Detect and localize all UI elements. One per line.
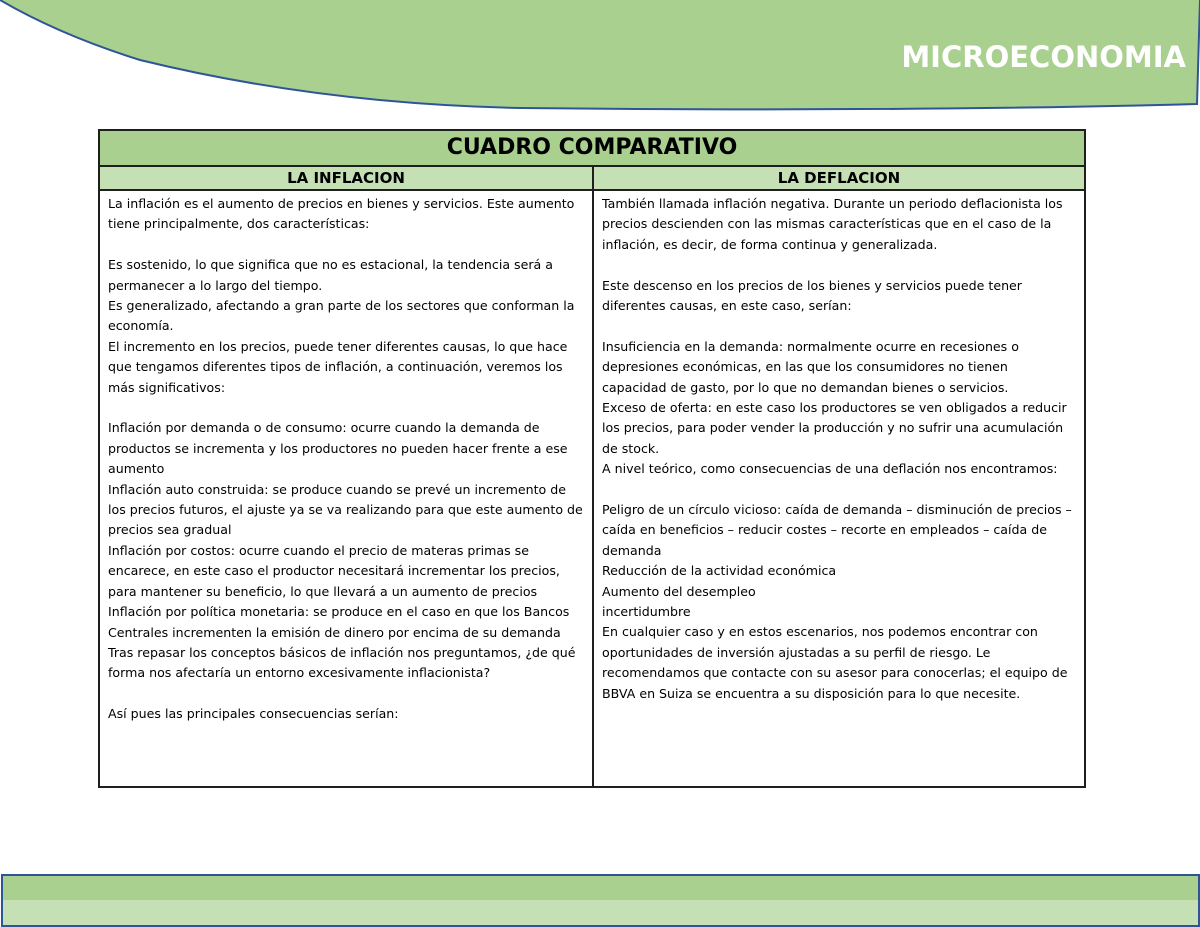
column-body-inflacion	[99, 190, 593, 787]
paragraph: Tras repasar los conceptos básicos de inflación nos preguntamos, ¿de qué forma nos afectaría un entorno excesivamente inflacionista?	[108, 644, 576, 681]
paragraph-gap	[602, 480, 1076, 500]
paragraph: Aumento del desempleo	[602, 583, 756, 599]
paragraph: A nivel teórico, como consecuencias de una deflación nos encontramos:	[602, 461, 1058, 477]
paragraph-gap	[108, 684, 584, 704]
comparison-table	[98, 129, 1086, 788]
paragraph: Así pues las principales consecuencias serían:	[108, 706, 399, 722]
paragraph: Inflación por política monetaria: se produce en el caso en que los Bancos Centrales incrementen la emisión de dinero por encima de su demanda	[108, 604, 570, 640]
paragraph-gap	[602, 255, 1076, 275]
footer-bar-bottom	[1, 900, 1200, 927]
paragraph: Inflación auto construida: se produce cuando se prevé un incremento de los precios futuros, el ajuste ya se va realizando para que este aumento de precios sea gradual	[108, 481, 583, 538]
paragraph: Reducción de la actividad económica	[602, 563, 837, 579]
paragraph: Es sostenido, lo que significa que no es estacional, la tendencia será a permanecer a lo largo del tiempo.	[108, 257, 553, 293]
header-title: MICROECONOMIA	[901, 40, 1186, 74]
paragraph: En cualquier caso y en estos escenarios, nos podemos encontrar con oportunidades de inversión ajustadas a su perfil de riesgo. Le recomendamos que contacte con su asesor para conocerlas; el equipo de BBVA en Suiza se encuentra a su disposición para lo que necesite.	[602, 624, 1068, 701]
paragraph: Inflación por costos: ocurre cuando el precio de materas primas se encarece, en este caso el productor necesitará incrementar los precios, para mantener su beneficio, lo que llevará a un aumento de precios	[108, 542, 560, 599]
table-title: CUADRO COMPARATIVO	[99, 130, 1085, 166]
column-heading-deflacion: LA DEFLACION	[593, 166, 1085, 190]
column-heading-inflacion: LA INFLACION	[99, 166, 593, 190]
paragraph: Exceso de oferta: en este caso los productores se ven obligados a reducir los precios, para poder vender la producción y no sufrir una acumulación de stock.	[602, 400, 1067, 456]
paragraph: El incremento en los precios, puede tener diferentes causas, lo que hace que tengamos diferentes tipos de inflación, a continuación, veremos los más significativos:	[108, 338, 568, 395]
paragraph-gap	[602, 316, 1076, 336]
paragraph: Es generalizado, afectando a gran parte de los sectores que conforman la economía.	[108, 298, 575, 334]
column-body-deflacion	[593, 190, 1085, 787]
paragraph: También llamada inflación negativa. Durante un periodo deflacionista los precios descienden con las mismas características que en el caso de la inflación, es decir, de forma continua y generalizada.	[602, 196, 1063, 252]
paragraph-gap	[108, 235, 584, 255]
paragraph: incertidumbre	[602, 604, 691, 620]
paragraph: Insuficiencia en la demanda: normalmente ocurre en recesiones o depresiones económicas, en las que los consumidores no tienen capacidad de gasto, por lo que no demandan bienes o servicios.	[602, 338, 1019, 395]
paragraph-gap	[108, 398, 584, 418]
paragraph: Peligro de un círculo vicioso: caída de demanda – disminución de precios – caída en beneficios – reducir costes – recorte en empleados – caída de demanda	[602, 502, 1072, 558]
paragraph: Este descenso en los precios de los bienes y servicios puede tener diferentes causas, en este caso, serían:	[602, 277, 1022, 314]
paragraph: Inflación por demanda o de consumo: ocurre cuando la demanda de productos se incrementa y los productores no pueden hacer frente a ese aumento	[108, 420, 568, 477]
paragraph: La inflación es el aumento de precios en bienes y servicios. Este aumento tiene principalmente, dos características:	[108, 196, 575, 232]
